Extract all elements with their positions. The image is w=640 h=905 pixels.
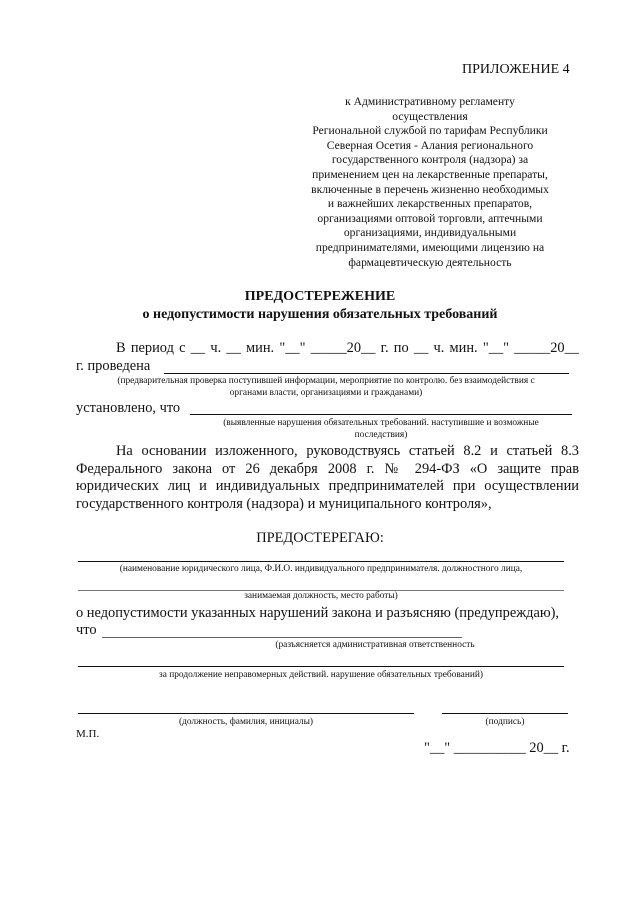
that-blank-line [102,637,462,638]
inadmissibility-text: о недопустимости указанных нарушений закона и разъясняю (предупреждаю), [76,605,559,621]
subtitle-line: организациями, индивидуальными [343,226,517,240]
continuation-blank-line [78,666,564,667]
subtitle-line: и важнейших лекарственных препаратов, [327,197,533,211]
subtitle-line: осуществления [392,109,468,123]
subtitle-line: к Административному регламенту [345,95,515,108]
established-blank-line [190,414,572,415]
name-blank-line [78,561,564,562]
subtitle-line: Северная Осетия - Алания регионального [326,138,534,152]
basis-line: На основании изложенного, руководствуясь статьей 8.2 и статьей 8.3 [116,443,579,459]
note-official: (должность, фамилия, инициалы) [178,717,314,727]
subtitle-line: применением цен на лекарственные препараты, [312,167,548,181]
note-check-type: (предварительная проверка поступившей информации, мероприятие по контролю. без взаимодействия с [117,376,535,386]
held-label: г. проведена [76,358,151,374]
subtitle-line: организациями оптовой торговли, аптечными [317,211,543,225]
that-label: что [76,622,97,638]
subtitle-line: включенные в перечень жизненно необходимых [311,182,549,196]
date-line: "__" __________ 20__ г. [424,740,570,756]
document-subtitle: о недопустимости нарушения обязательных требований [142,307,498,322]
held-blank-line [164,373,569,374]
subtitle-line: предпринимателями, имеющими лицензию на [315,240,545,254]
period-line: В период с __ ч. __ мин. "__" _____20__ г. по __ ч. мин. "__" _____20__ [116,340,579,356]
note-position: занимаемая должность, место работы) [244,591,398,601]
official-blank-line [78,713,414,714]
appendix-subtitle [300,95,560,270]
note-continuation: за продолжение неправомерных действий. нарушение обязательных требований) [158,670,483,680]
stamp-label: М.П. [76,728,100,740]
note-check-type-cont: органами власти, организациями и гражданами) [229,388,423,398]
note-signature: (подпись) [485,717,525,727]
basis-line: Федерального закона от 26 декабря 2008 г. № 294-ФЗ «О защите прав [76,461,579,477]
note-violations-cont: последствия) [354,430,408,440]
note-responsibility: (разъясняется административная ответственность [275,640,475,650]
warn-heading: ПРЕДОСТЕРЕГАЮ: [256,530,384,546]
note-name: (наименование юридического лица, Ф.И.О. индивидуального предпринимателя. должностного лица, [119,564,523,574]
note-violations: (выявленные нарушения обязательных требований. наступившие и возможные [223,418,539,428]
signature-blank-line [442,713,568,714]
basis-line: государственного контроля (надзора) и муниципального контроля», [76,496,492,512]
basis-line: юридических лиц и индивидуальных предпринимателей при осуществлении [76,478,579,494]
established-label: установлено, что [76,400,181,416]
document-title: ПРЕДОСТЕРЕЖЕНИЕ [244,289,396,304]
subtitle-line: Региональной службой по тарифам Республики [312,124,548,138]
subtitle-line: государственного контроля (надзора) за [331,153,529,167]
subtitle-line: фармацевтическую деятельность [348,255,512,269]
appendix-label: ПРИЛОЖЕНИЕ 4 [462,62,570,77]
